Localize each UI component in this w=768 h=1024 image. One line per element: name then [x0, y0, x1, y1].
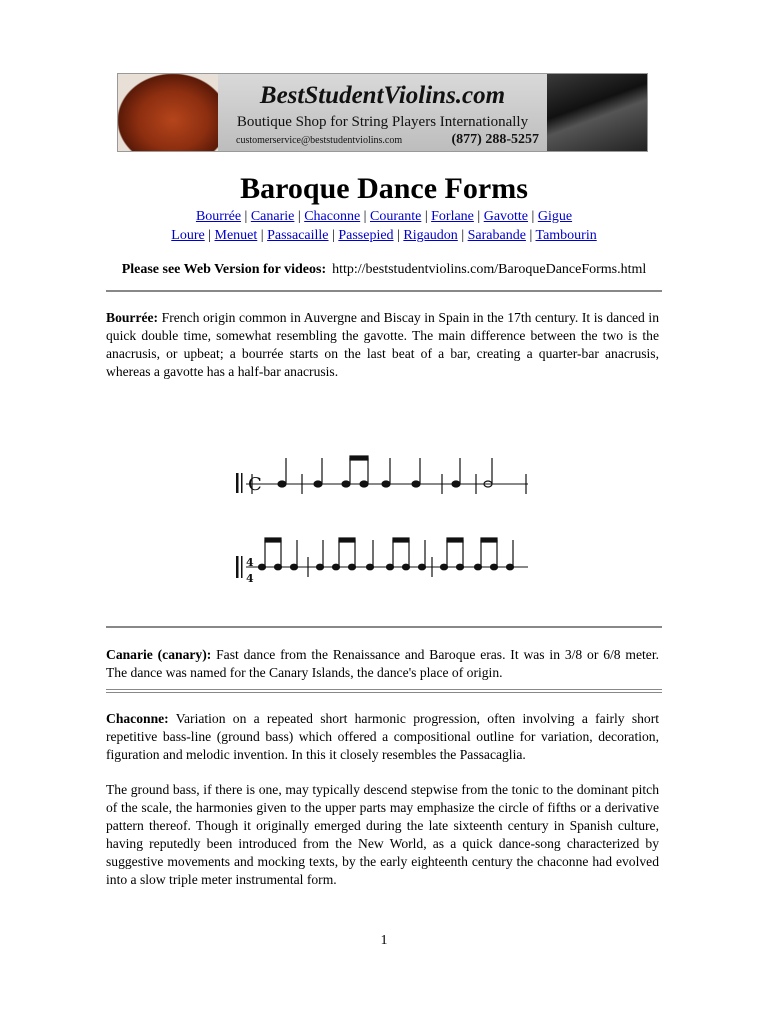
violin-photo [118, 74, 218, 151]
page-title: Baroque Dance Forms [240, 172, 528, 205]
nav-separator: | [332, 228, 335, 243]
violin-case-photo [547, 74, 647, 151]
banner-tagline: Boutique Shop for String Players Internationally [236, 114, 529, 130]
web-version-url[interactable]: http://beststudentviolins.com/BaroqueDanceForms.html [332, 262, 647, 277]
bourree-paragraph [106, 309, 659, 381]
banner-phone: (877) 288-5257 [451, 132, 539, 147]
banner-ad[interactable] [117, 73, 648, 152]
canarie-text: Fast dance from the Renaissance and Baroque eras. It was in 3/8 or 6/8 meter. The dance was named for the Canary Islands, the dance's place of origin. [106, 647, 659, 680]
nav-separator: | [529, 228, 533, 243]
nav-separator: | [531, 209, 535, 224]
nav-link-gigue[interactable]: Gigue [537, 209, 573, 224]
nav-link-passepied[interactable]: Passepied [338, 228, 394, 243]
section-divider [106, 689, 662, 693]
chaconne-paragraph [106, 710, 659, 764]
nav-separator: | [397, 228, 400, 243]
nav-link-canarie[interactable]: Canarie [250, 209, 295, 224]
nav-separator: | [424, 209, 428, 224]
nav-link-chaconne[interactable]: Chaconne [304, 209, 361, 224]
page-number: 1 [380, 933, 388, 948]
banner-email: customerservice@beststudentviolins.com [236, 135, 403, 146]
bourree-term: Bourrée: [106, 310, 159, 325]
nav-link-passacaille[interactable]: Passacaille [267, 228, 329, 243]
svg-text:4: 4 [246, 572, 254, 585]
web-version-label: Please see Web Version for videos: [121, 262, 327, 277]
nav-separator: | [260, 228, 264, 243]
nav-link-menuet[interactable]: Menuet [214, 228, 258, 243]
dance-nav-row-1 [0, 209, 768, 225]
section-divider [106, 626, 662, 628]
nav-link-loure[interactable]: Loure [171, 228, 205, 243]
svg-text:4: 4 [246, 556, 254, 569]
nav-separator: | [461, 228, 465, 243]
chaconne-text: Variation on a repeated short harmonic progression, often involving a fairly short repetitive bass-line (ground bass) which offered a compositional outline for variation, decoration, figuration and melodic invention. In this it closely resembles the Passacaglia. [106, 711, 660, 762]
nav-link-sarabande[interactable]: Sarabande [467, 228, 526, 243]
dance-nav-row-2 [0, 228, 768, 244]
nav-separator: | [297, 209, 301, 224]
nav-separator: | [477, 209, 481, 224]
nav-link-bourree[interactable]: Bourrée [195, 209, 242, 224]
web-version-note [0, 262, 768, 278]
section-divider [106, 290, 662, 292]
nav-link-tambourin[interactable]: Tambourin [535, 228, 597, 243]
chaconne-paragraph-2: The ground bass, if there is one, may typically descend stepwise from the tonic to the dominant pitch of the scale, the harmonies given to the upper parts may emphasize the circle of fifths or a derivative pattern thereof. Though it originally emerged during the late sixteenth century in Spanish culture, having reputedly been introduced from the New World, as a quick dance-song characterized by suggestive movements and mocking texts, by the early eighteenth century the chaconne had evolved into a slow triple meter instrumental form. [106, 782, 659, 887]
nav-link-courante[interactable]: Courante [369, 209, 422, 224]
nav-separator: | [363, 209, 367, 224]
nav-separator: | [208, 228, 212, 243]
svg-text:C: C [248, 474, 262, 495]
banner-brand: BestStudentViolins.com [259, 82, 506, 109]
nav-link-forlane[interactable]: Forlane [431, 209, 474, 224]
nav-link-rigaudon[interactable]: Rigaudon [403, 228, 458, 243]
canarie-term: Canarie (canary): [106, 647, 212, 662]
bourree-rhythm-notation [232, 436, 532, 596]
nav-separator: | [244, 209, 248, 224]
bourree-text: French origin common in Auvergne and Biscay in Spain in the 17th century. It is danced in quick double time, somewhat resembling the gavotte. The main difference between the two is the anacrusis, or upbeat; a bourrée starts on the last beat of a bar, creating a quarter-bar anacrusis, whereas a gavotte has a half-bar anacrusis. [106, 310, 659, 379]
canarie-paragraph [106, 646, 659, 682]
rhythm-line-2 [236, 538, 528, 585]
nav-link-gavotte[interactable]: Gavotte [483, 209, 529, 224]
chaconne-term: Chaconne: [106, 711, 169, 726]
rhythm-line-1 [236, 456, 528, 495]
